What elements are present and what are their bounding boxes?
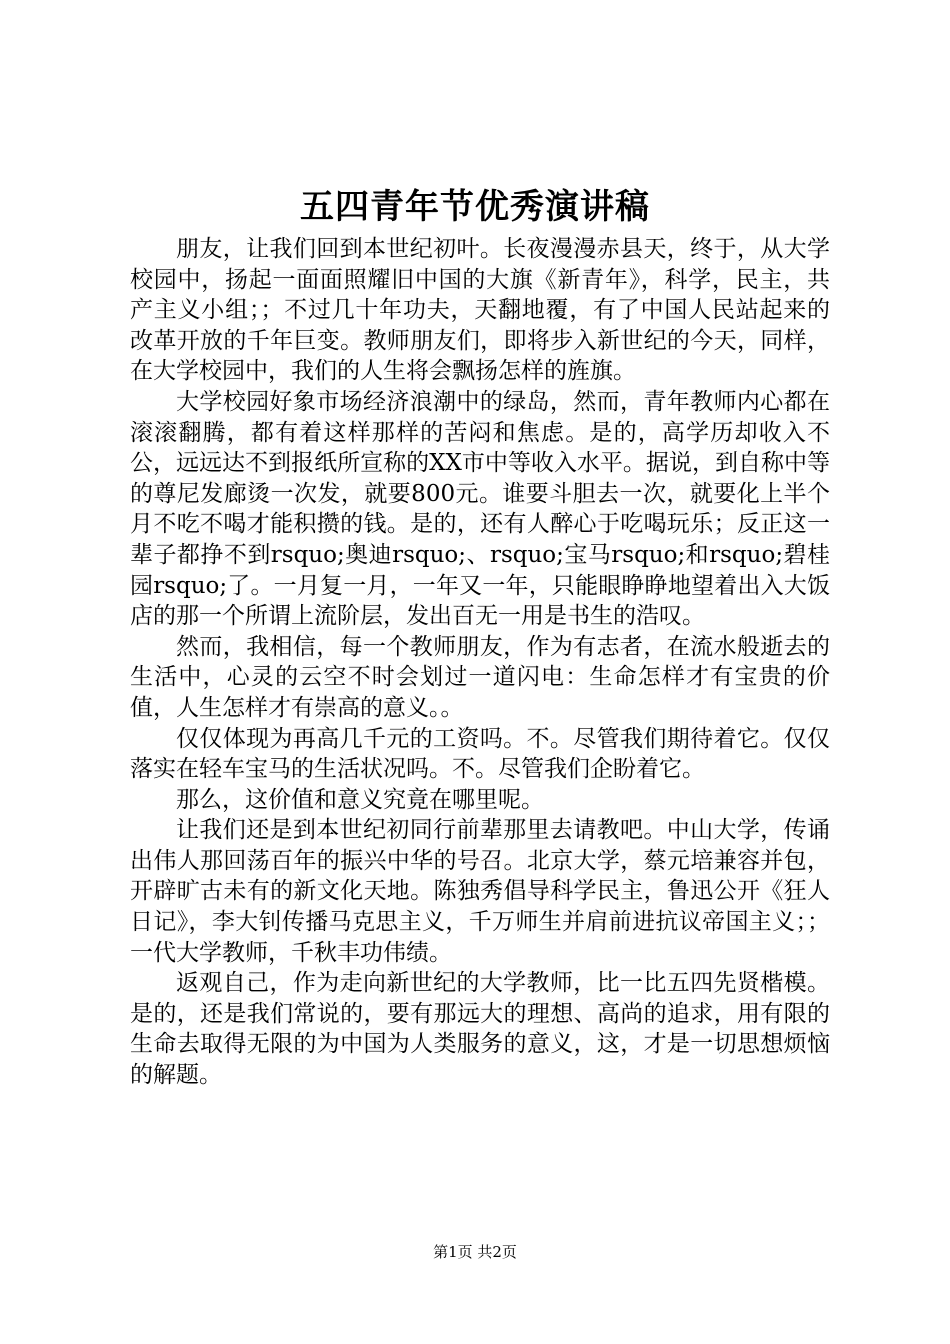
paragraph-6: 让我们还是到本世纪初同行前辈那里去请教吧。中山大学，传诵出伟人那回荡百年的振兴中华的号召。北京大学，蔡元培兼容并包，开辟旷古未有的新文化天地。陈独秀倡导科学民主，鲁迅公开《狂人日记》，李大钊传播马克思主义，千万师生并肩前进抗议帝国主义；；一代大学教师，千秋丰功伟绩。 bbox=[130, 817, 830, 966]
document-title: 五四青年节优秀演讲稿 bbox=[300, 187, 650, 227]
paragraph-2: 大学校园好象市场经济浪潮中的绿岛，然而，青年教师内心都在滚滚翻腾，都有着这样那样的苦闷和焦虑。是的，高学历却收入不公，远远达不到报纸所宣称的XX市中等收入水平。据说，到自称中等的尊尼发廊烫一次发，就要800元。谁要斗胆去一次，就要化上半个月不吃不喝才能积攒的钱。是的，还有人醉心于吃喝玩乐；反正这一辈子都挣不到rsquo;奥迪rsquo;、rsquo;宝马rsquo;和rsquo;碧桂园rsquo;了。一月复一月，一年又一年，只能眼睁睁地望着出入大饭店的那一个所谓上流阶层，发出百无一用是书生的浩叹。 bbox=[130, 388, 830, 630]
paragraph-1: 朋友，让我们回到本世纪初叶。长夜漫漫赤县天，终于，从大学校园中，扬起一面面照耀旧中国的大旗《新青年》，科学，民主，共产主义小组；；不过几十年功夫，天翻地覆，有了中国人民站起来的改革开放的千年巨变。教师朋友们，即将步入新世纪的今天，同样，在大学校园中，我们的人生将会飘扬怎样的旌旗。 bbox=[130, 236, 830, 385]
document-body bbox=[130, 234, 830, 1091]
paragraph-5: 那么，这价值和意义究竟在哪里呢。 bbox=[176, 786, 544, 813]
paragraph-3: 然而，我相信，每一个教师朋友，作为有志者，在流水般逝去的生活中，心灵的云空不时会划过一道闪电：生命怎样才有宝贵的价值，人生怎样才有崇高的意义。。 bbox=[130, 633, 830, 721]
paragraph-7: 返观自己，作为走向新世纪的大学教师，比一比五四先贤楷模。是的，还是我们常说的，要有那远大的理想、高尚的追求，用有限的生命去取得无限的为中国为人类服务的意义，这，才是一切思想烦恼的解题。 bbox=[130, 970, 830, 1089]
paragraph-4: 仅仅体现为再高几千元的工资吗。不。尽管我们期待着它。仅仅落实在轻车宝马的生活状况吗。不。尽管我们企盼着它。 bbox=[130, 725, 830, 783]
page-footer: 第1页 共2页 bbox=[433, 1243, 517, 1261]
